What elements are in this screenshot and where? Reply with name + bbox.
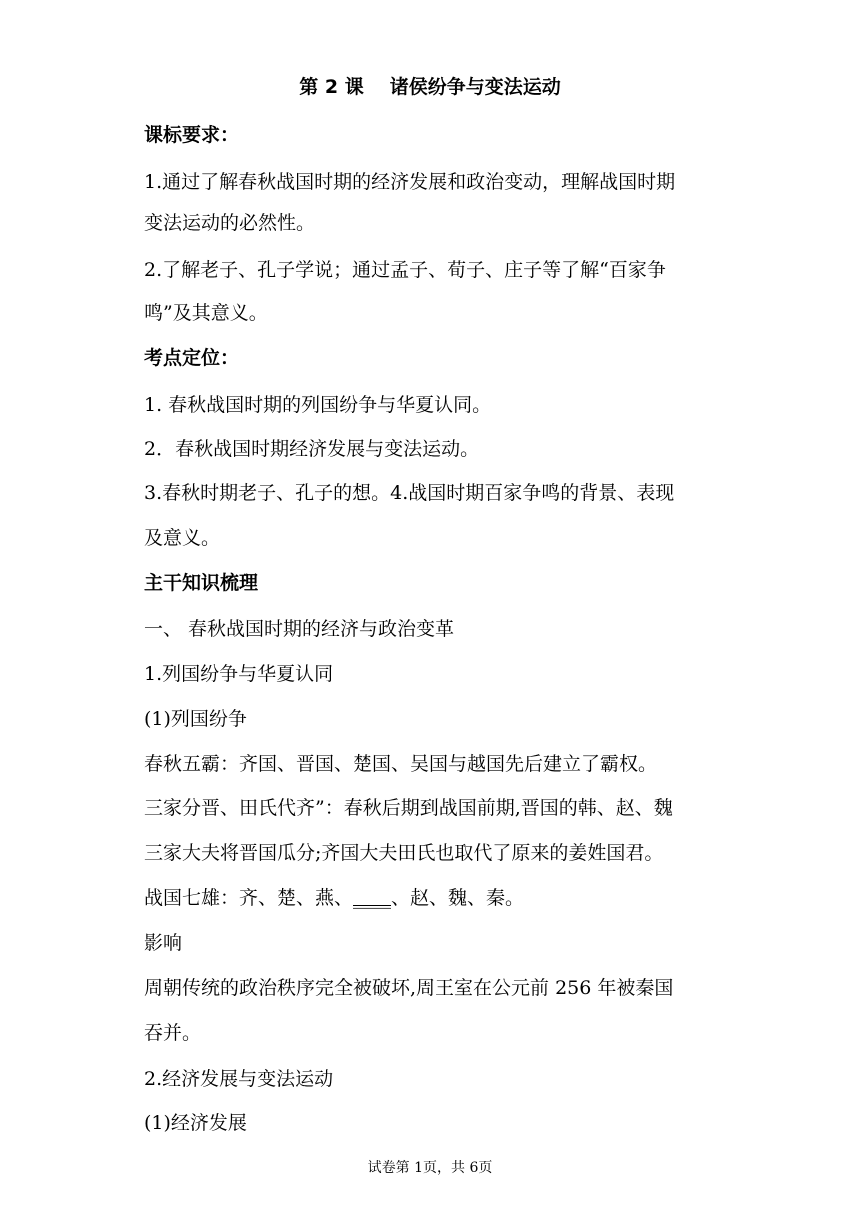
seven-states-suffix: 、赵、魏、秦。	[391, 887, 525, 909]
section-1-heading: 一、 春秋战国时期的经济与政治变革	[144, 618, 455, 640]
exam-point-3-line-2: 及意义。	[144, 527, 221, 549]
page-footer: 试卷第 1页，共 6页	[367, 1160, 493, 1176]
influence-text-line-1: 周朝传统的政治秩序完全被破坏,周王室在公元前 256 年被秦国	[144, 977, 674, 999]
exam-point-3-line-1: 3.春秋时期老子、孔子的想。4.战国时期百家争鸣的背景、表现	[144, 482, 675, 504]
subsection-1-1: (1)列国纷争	[144, 708, 247, 730]
subsection-1: 1.列国纷争与华夏认同	[144, 663, 334, 685]
seven-states-prefix: 战国七雄：齐、楚、燕、	[144, 887, 354, 909]
page-title	[0, 74, 860, 100]
curriculum-item-1-line-1: 1.通过了解春秋战国时期的经济发展和政治变动，理解战国时期	[144, 171, 676, 193]
exam-point-1: 1. 春秋战国时期的列国纷争与华夏认同。	[144, 394, 492, 416]
lesson-number: 第 2 课	[299, 76, 364, 98]
subsection-2-1: (1)经济发展	[144, 1112, 247, 1134]
curriculum-item-1-line-2: 变法运动的必然性。	[144, 212, 316, 234]
subsection-2: 2.经济发展与变法运动	[144, 1068, 334, 1090]
influence-label: 影响	[144, 932, 183, 954]
exam-points-heading: 考点定位：	[144, 347, 240, 369]
partition-text-line-2: 三家大夫将晋国瓜分;齐国大夫田氏也取代了原来的姜姓国君。	[144, 842, 664, 864]
knowledge-heading: 主干知识梳理	[144, 572, 259, 594]
partition-text-line-1: 三家分晋、田氏代齐”：春秋后期到战国前期,晋国的韩、赵、魏	[144, 797, 673, 819]
curriculum-item-2-line-1: 2.了解老子、孔子学说；通过孟子、荀子、庄子等了解“百家争	[144, 259, 666, 281]
exam-point-2: 2．春秋战国时期经济发展与变法运动。	[144, 438, 480, 460]
lesson-topic: 诸侯纷争与变法运动	[389, 76, 561, 98]
curriculum-heading: 课标要求：	[144, 124, 240, 146]
seven-states-text	[144, 885, 724, 911]
fill-in-blank: ____	[353, 887, 392, 909]
five-hegemons-text: 春秋五霸：齐国、晋国、楚国、吴国与越国先后建立了霸权。	[144, 753, 658, 775]
influence-text-line-2: 吞并。	[144, 1022, 202, 1044]
curriculum-item-2-line-2: 鸣”及其意义。	[144, 302, 268, 324]
